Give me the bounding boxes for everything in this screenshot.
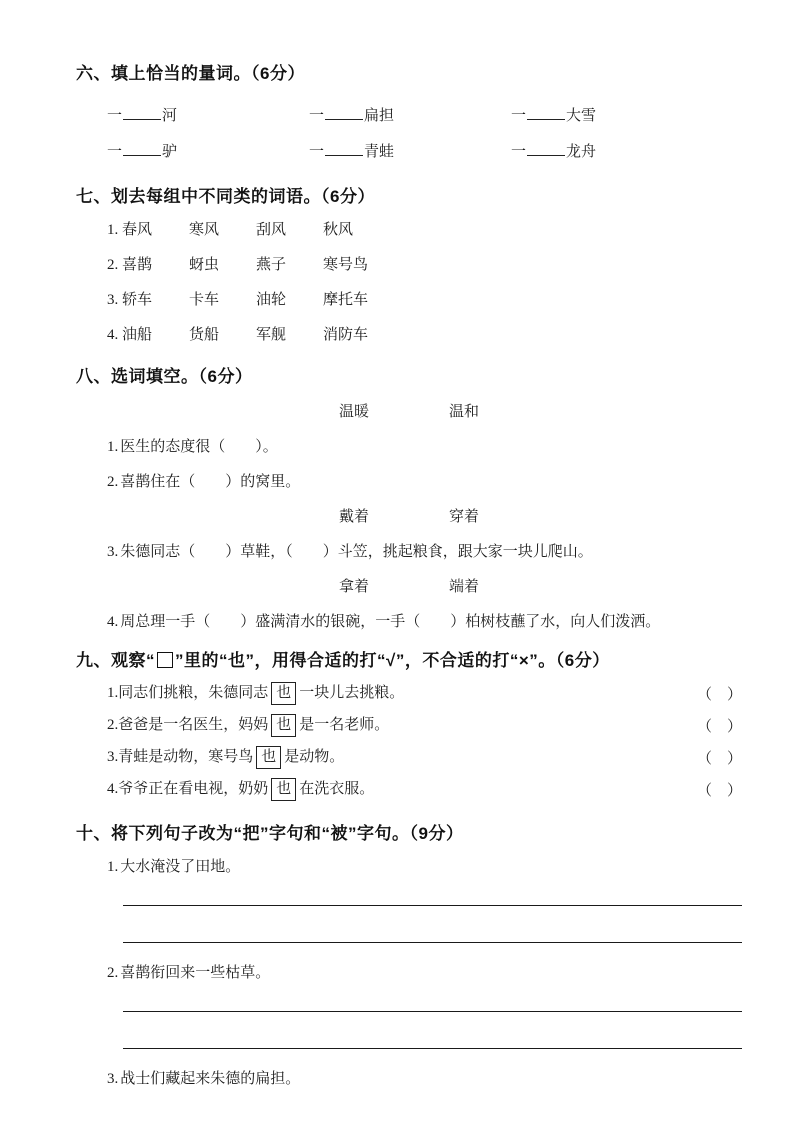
word: 摩托车 (323, 292, 369, 308)
judge-item (107, 744, 742, 770)
item-number: 3. (107, 1071, 119, 1087)
quantifier-item (511, 140, 713, 161)
section-nine (76, 649, 742, 802)
quantifier-noun: 驴 (162, 144, 178, 160)
item-number: 3. (107, 749, 119, 765)
choice-word: 戴着 (338, 509, 369, 525)
rewrite-item (107, 1069, 742, 1090)
judge-sentence (107, 681, 404, 705)
quantifier-grid (107, 101, 742, 161)
answer-line[interactable] (123, 1011, 742, 1012)
section-seven-heading: 七、划去每组中不同类的词语。（6分） (76, 187, 375, 206)
heading-text: 九、观察“ (76, 651, 155, 670)
item-number: 2. (107, 257, 119, 273)
sentence-pre: 青蛙是动物，寒号鸟 (118, 749, 254, 765)
quantifier-item (107, 140, 309, 161)
section-six-heading: 六、填上恰当的量词。（6分） (76, 64, 305, 83)
word-group (107, 255, 742, 275)
fill-sentence: 周总理一手（ ）盛满清水的银碗，一手（ ）柏树枝蘸了水，向人们泼洒。 (120, 614, 661, 630)
quantifier-item (309, 140, 511, 161)
fill-sentence: 喜鹊住在（ ）的窝里。 (120, 474, 301, 490)
answer-blank[interactable] (123, 141, 161, 156)
word-choice-pair (76, 506, 742, 528)
word-choice-pair (76, 401, 742, 423)
item-number: 1. (107, 439, 119, 455)
word: 军舰 (256, 327, 287, 343)
word: 卡车 (189, 292, 220, 308)
quantifier-noun: 大雪 (566, 108, 597, 124)
boxed-char: 也 (256, 746, 281, 769)
rewrite-sentence: 战士们藏起来朱德的扁担。 (120, 1071, 301, 1087)
section-seven (76, 185, 742, 345)
answer-parens[interactable]: （ ） (696, 750, 742, 767)
answer-parens[interactable]: （ ） (696, 718, 742, 735)
quantifier-noun: 龙舟 (566, 144, 597, 160)
fill-item (107, 436, 742, 458)
judge-sentence (107, 713, 389, 737)
quantifier-row (107, 101, 742, 125)
word: 秋风 (323, 222, 354, 238)
item-number: 1. (107, 222, 119, 238)
choice-word: 端着 (449, 579, 480, 595)
word: 蚜虫 (189, 257, 220, 273)
quantifier-noun: 青蛙 (364, 144, 395, 160)
word-choice-pair (76, 576, 742, 598)
quantifier-prefix: 一 (107, 108, 123, 124)
fill-sentence: 朱德同志（ ）草鞋，（ ）斗笠，挑起粮食，跟大家一块儿爬山。 (120, 544, 593, 560)
item-number: 3. (107, 292, 119, 308)
answer-blank[interactable] (325, 141, 363, 156)
boxed-char: 也 (271, 682, 296, 705)
heading-text: ”里的“也”，用得合适的打“√”，不合适的打“×”。（6分） (175, 651, 610, 670)
sentence-post: 是动物。 (284, 749, 345, 765)
item-number: 3. (107, 544, 119, 560)
section-ten-heading: 十、将下列句子改为“把”字句和“被”字句。（9分） (76, 824, 464, 843)
item-number: 4. (107, 327, 119, 343)
judge-item-list (76, 680, 742, 802)
word: 刮风 (256, 222, 287, 238)
choice-word: 拿着 (338, 579, 369, 595)
choice-word: 穿着 (449, 509, 480, 525)
sentence-pre: 爷爷正在看电视，奶奶 (118, 781, 269, 797)
boxed-char: 也 (271, 714, 296, 737)
sentence-post: 是一名老师。 (299, 717, 390, 733)
item-number: 1. (107, 685, 119, 701)
section-eight-heading: 八、选词填空。（6分） (76, 367, 253, 386)
word-group (107, 325, 742, 345)
section-eight (76, 365, 742, 633)
quantifier-prefix: 一 (309, 108, 325, 124)
section-ten (76, 822, 742, 1090)
word-group-list (107, 220, 742, 345)
item-number: 2. (107, 965, 119, 981)
word: 轿车 (122, 292, 153, 308)
answer-blank[interactable] (527, 105, 565, 120)
boxed-char: 也 (271, 778, 296, 801)
fill-item (107, 471, 742, 493)
empty-box-icon (157, 652, 173, 668)
word: 燕子 (256, 257, 287, 273)
answer-blank[interactable] (123, 105, 161, 120)
word-group (107, 220, 742, 240)
answer-parens[interactable]: （ ） (696, 686, 742, 703)
sentence-pre: 爸爸是一名医生，妈妈 (118, 717, 269, 733)
quantifier-prefix: 一 (511, 144, 527, 160)
word: 喜鹊 (122, 257, 153, 273)
judge-item (107, 680, 742, 706)
word: 春风 (122, 222, 153, 238)
rewrite-sentence: 大水淹没了田地。 (120, 859, 241, 875)
section-nine-heading (76, 649, 742, 672)
judge-item (107, 712, 742, 738)
word: 油船 (122, 327, 153, 343)
judge-sentence (107, 777, 374, 801)
item-number: 2. (107, 474, 119, 490)
quantifier-prefix: 一 (309, 144, 325, 160)
section-six (76, 62, 742, 161)
word: 消防车 (323, 327, 369, 343)
word: 寒风 (189, 222, 220, 238)
sentence-pre: 同志们挑粮，朱德同志 (118, 685, 269, 701)
quantifier-item (107, 104, 309, 125)
quantifier-noun: 河 (162, 108, 178, 124)
word: 货船 (189, 327, 220, 343)
word-group (107, 290, 742, 310)
answer-line[interactable] (123, 905, 742, 906)
quantifier-prefix: 一 (511, 108, 527, 124)
quantifier-noun: 扁担 (364, 108, 395, 124)
rewrite-item (107, 857, 742, 878)
choice-word: 温暖 (338, 404, 369, 420)
item-number: 1. (107, 859, 119, 875)
quantifier-prefix: 一 (107, 144, 123, 160)
fill-item (107, 611, 742, 633)
answer-blank[interactable] (527, 141, 565, 156)
answer-parens[interactable]: （ ） (696, 782, 742, 799)
sentence-post: 在洗衣服。 (299, 781, 375, 797)
item-number: 2. (107, 717, 119, 733)
sentence-post: 一块儿去挑粮。 (299, 685, 405, 701)
choice-word: 温和 (449, 404, 480, 420)
rewrite-sentence: 喜鹊衔回来一些枯草。 (120, 965, 271, 981)
rewrite-item (107, 963, 742, 984)
judge-sentence (107, 745, 344, 769)
word: 油轮 (256, 292, 287, 308)
item-number: 4. (107, 614, 119, 630)
quantifier-item (309, 104, 511, 125)
answer-line[interactable] (123, 1048, 742, 1049)
answer-line[interactable] (123, 942, 742, 943)
quantifier-item (511, 104, 713, 125)
judge-item (107, 776, 742, 802)
fill-item (107, 541, 742, 563)
quantifier-row (107, 137, 742, 161)
word: 寒号鸟 (323, 257, 369, 273)
item-number: 4. (107, 781, 119, 797)
fill-sentence: 医生的态度很（ ）。 (120, 439, 278, 455)
answer-blank[interactable] (325, 105, 363, 120)
